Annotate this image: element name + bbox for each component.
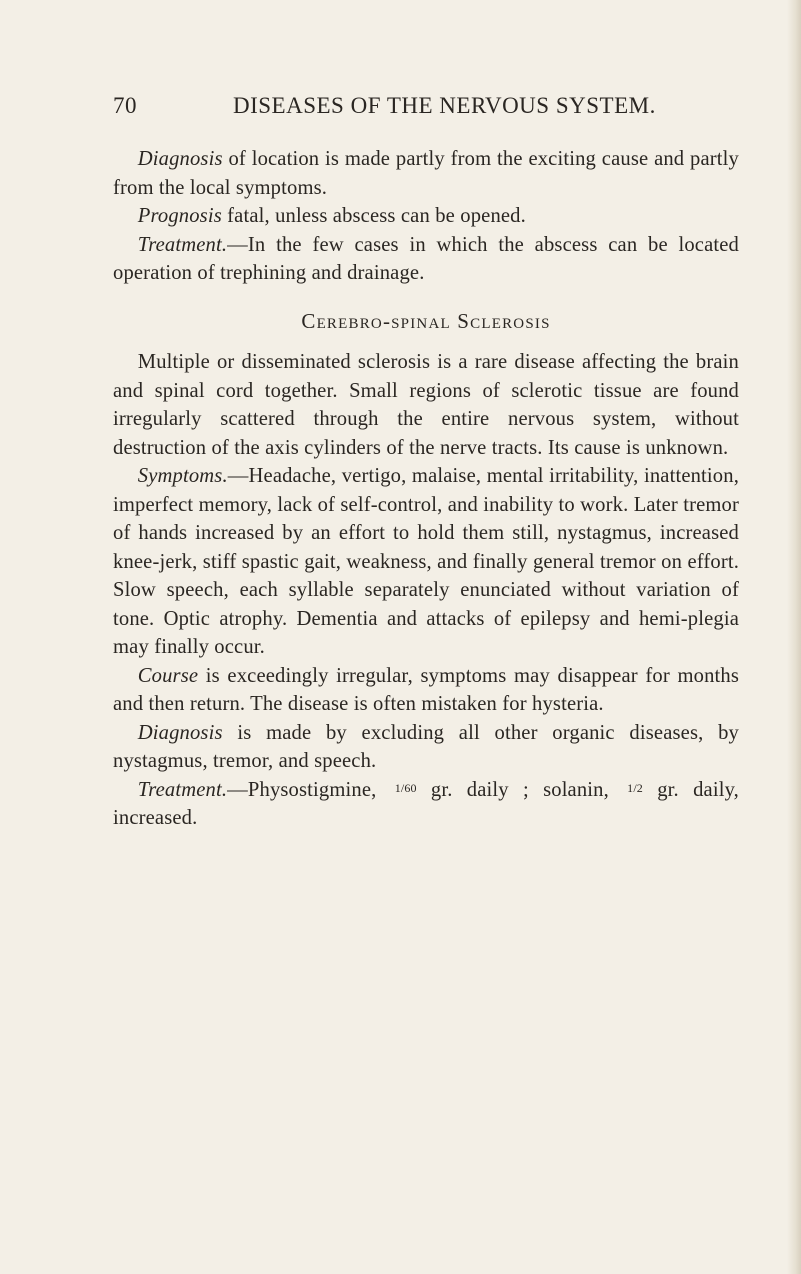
paragraph-text: —Physostigmine, — [227, 778, 391, 801]
page-edge-shadow — [787, 0, 801, 1274]
term-treatment: Treatment. — [137, 233, 228, 256]
paragraph-text: Multiple or disseminated sclerosis is a rare disease affecting the brain and spinal cord together. Small regions of sclerotic tissue are found irregularly scattered through the entire nervous system, without destruction of the axis cylinders of the nerve tracts. Its cause is unknown. — [113, 351, 739, 459]
running-head — [113, 93, 713, 123]
paragraph-text: gr. daily ; solanin, — [416, 778, 624, 801]
fraction-one-sixtieth: 1/60 — [394, 780, 417, 795]
paragraph-text: fatal, unless abscess can be opened. — [221, 205, 526, 227]
fraction-one-half: 1/2 — [627, 780, 643, 795]
term-diagnosis: Diagnosis — [137, 148, 223, 170]
paragraph-text: is exceedingly irregular, symptoms may disappear for months and then return. The disease is often mistaken for hysteria. — [113, 664, 739, 715]
paragraph-text: —In the few cases in which the abscess can be located operation of trephining and drainage. — [113, 233, 739, 284]
body-text — [113, 145, 739, 833]
paragraph-treatment-abscess — [113, 231, 739, 288]
paragraph-text: gr. daily, increased. — [113, 778, 739, 829]
paragraph-treatment-sclerosis — [113, 776, 739, 833]
term-diagnosis: Diagnosis — [137, 721, 223, 744]
paragraph-text: is made by excluding all other organic diseases, by nystagmus, tremor, and speech. — [113, 721, 739, 772]
term-course: Course — [137, 664, 199, 687]
section-title: Cerebro-spinal Sclerosis — [301, 308, 551, 333]
paragraph-text: of location is made partly from the exciting cause and partly from the local symptoms. — [113, 148, 739, 199]
paragraph-symptoms — [113, 462, 739, 662]
page-number: 70 — [113, 93, 137, 118]
term-prognosis: Prognosis — [137, 205, 222, 227]
paragraph-course — [113, 662, 739, 719]
paragraph-sclerosis-intro — [113, 348, 739, 462]
term-symptoms: Symptoms. — [137, 465, 228, 487]
paragraph-prognosis — [113, 202, 739, 231]
paragraph-diagnosis-location — [113, 145, 739, 202]
paragraph-diagnosis-sclerosis — [113, 719, 739, 776]
term-treatment: Treatment. — [137, 778, 228, 801]
running-title: DISEASES OF THE NERVOUS SYSTEM. — [233, 93, 656, 118]
paragraph-text: —Headache, vertigo, malaise, mental irritability, inattention, imperfect memory, lack of self-control, and inability to work. Later tremor of hands increased by an effort to hold them still, nystagmus, increased knee-jerk, stiff spastic gait, weakness, and finally general tremor on effort. Slow speech, each syllable separately enunciated without variation of tone. Optic atrophy. Dementia and attacks of epilepsy and hemi-plegia may finally occur. — [113, 465, 739, 658]
